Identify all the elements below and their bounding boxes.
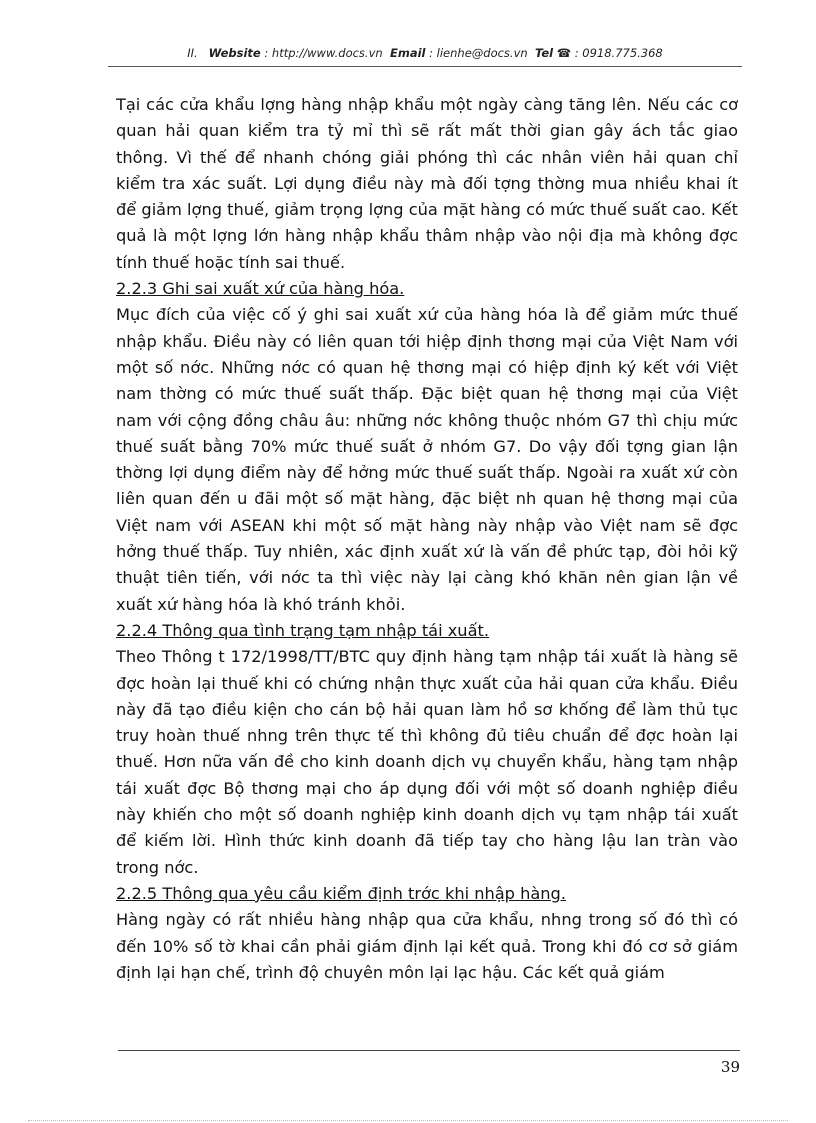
page-body <box>116 92 738 986</box>
paragraph-1: Tại các cửa khẩu lợng hàng nhập khẩu một ngày càng tăng lên. Nếu các cơ quan hải quan kiểm tra tỷ mỉ thì sẽ rất mất thời gian gây ách tắc giao thông. Vì thế để nhanh chóng giải phóng thì các nhân viên hải quan chỉ kiểm tra xác suất. Lợi dụng điều này mà đối tợng thờng mua nhiều khai ít để giảm lợng thuế, giảm trọng lợng của mặt hàng có mức thuế suất cao. Kết quả là một lợng lớn hàng nhập khẩu thâm nhập vào nội địa mà không đợc tính thuế hoặc tính sai thuế. <box>116 95 738 272</box>
tel-value: ☎ : 0918.775.368 <box>556 46 663 60</box>
paragraph-4: Hàng ngày có rất nhiều hàng nhập qua cửa khẩu, nhng trong số đó thì có đến 10% số tờ khai cần phải giám định lại kết quả. Trong khi đó cơ sở giám định lại hạn chế, trình độ chuyên môn lại lạc hậu. Các kết quả giám <box>116 910 738 982</box>
page-number: 39 <box>720 1058 740 1076</box>
email-value[interactable]: : lienhe@docs.vn <box>429 46 528 60</box>
paragraph-2: Mục đích của việc cố ý ghi sai xuất xứ của hàng hóa là để giảm mức thuế nhập khẩu. Điều này có liên quan tới hiệp định thơng mại của Việt Nam với một số nớc. Những nớc có quan hệ thơng mại có hiệp định ký kết với Việt nam thờng có mức thuế suất thấp. Đặc biệt quan hệ thơng mại của Việt nam với cộng đồng châu âu: những nớc không thuộc nhóm G7 thì chịu mức thuế suất bằng 70% mức thuế suất ở nhóm G7. Do vậy đối tợng gian lận thờng lợi dụng điểm này để hởng mức thuế suất thấp. Ngoài ra xuất xứ còn liên quan đến u đãi một số mặt hàng, đặc biệt nh quan hệ thơng mại của Việt nam với ASEAN khi một số mặt hàng này nhập vào Việt nam sẽ đợc hởng thuế thấp. Tuy nhiên, xác định xuất xứ là vấn đề phức tạp, đòi hỏi kỹ thuật tiên tiến, với nớc ta thì việc này lại càng khó khăn nên gian lận về xuất xứ hàng hóa là khó tránh khỏi. <box>116 305 738 614</box>
header-divider <box>108 66 742 67</box>
heading-2-2-5-text: 2.2.5 Thông qua yêu cầu kiểm định trớc khi nhập hàng. <box>116 883 566 903</box>
website-value[interactable]: : http://www.docs.vn <box>264 46 383 60</box>
page-bottom-border <box>28 1120 788 1121</box>
heading-2-2-4 <box>116 618 738 644</box>
page-header <box>110 46 740 64</box>
paragraph-3: Theo Thông t 172/1998/TT/BTC quy định hàng tạm nhập tái xuất là hàng sẽ đợc hoàn lại thuế khi có chứng nhận thực xuất của hải quan cửa khẩu. Điều này đã tạo điều kiện cho cán bộ hải quan làm hồ sơ khống để làm thủ tục truy hoàn thuế nhng trên thực tế thì không đủ tiêu chuẩn để đợc hoàn lại thuế. Hơn nữa vấn đề cho kinh doanh dịch vụ chuyển khẩu, hàng tạm nhập tái xuất đợc Bộ thơng mại cho áp dụng đối với một số doanh nghiệp điều này khiến cho một số doanh nghiệp kinh doanh dịch vụ tạm nhập tái xuất để kiếm lời. Hình thức kinh doanh đã tiếp tay cho hàng lậu lan tràn vào trong nớc. <box>116 647 738 877</box>
website-label: Website <box>208 46 261 60</box>
heading-2-2-5 <box>116 881 738 907</box>
heading-2-2-3 <box>116 276 738 302</box>
email-label: Email <box>389 46 426 60</box>
footer-divider <box>118 1050 740 1051</box>
tel-label: Tel <box>535 46 554 60</box>
heading-2-2-3-text: 2.2.3 Ghi sai xuất xứ của hàng hóa. <box>116 279 405 299</box>
heading-2-2-4-text: 2.2.4 Thông qua tình trạng tạm nhập tái xuất. <box>116 620 489 640</box>
header-prefix: II. <box>187 46 198 60</box>
